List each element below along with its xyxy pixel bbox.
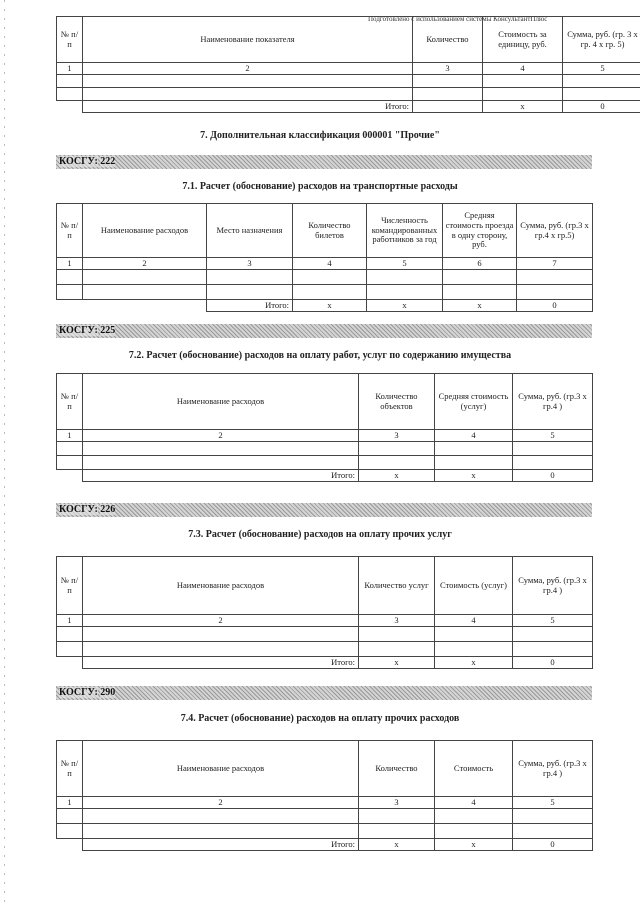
other-services-table <box>56 556 593 669</box>
col-number: 3 <box>207 258 293 270</box>
col-number: 5 <box>513 615 593 627</box>
total-x: x <box>359 839 435 851</box>
col-header: Сумма, руб. (гр. 3 х гр. 4 х гр. 5) <box>563 17 640 63</box>
col-header: Наименование расходов <box>83 374 359 430</box>
table-row <box>57 270 593 285</box>
total-sum: 0 <box>563 101 640 113</box>
col-header: Наименование показателя <box>83 17 413 63</box>
total-sum: 0 <box>513 470 593 482</box>
col-number: 2 <box>83 63 413 75</box>
total-label: Итого: <box>83 470 359 482</box>
col-number: 2 <box>83 797 359 809</box>
col-number: 3 <box>359 615 435 627</box>
total-x: x <box>483 101 563 113</box>
col-header: Сумма, руб. (гр.3 х гр.4 ) <box>513 557 593 615</box>
total-x: x <box>359 657 435 669</box>
table-row <box>57 442 593 456</box>
subsection-title: 7.3. Расчет (обоснование) расходов на оплату прочих услуг <box>188 529 452 540</box>
table-row <box>57 824 593 839</box>
total-x: x <box>293 300 367 312</box>
col-number: 7 <box>517 258 593 270</box>
col-header: Стоимость за единицу, руб. <box>483 17 563 63</box>
col-header: Сумма, руб. (гр.3 х гр.4 х гр.5) <box>517 204 593 258</box>
table-row <box>57 88 640 101</box>
total-label: Итого: <box>83 657 359 669</box>
col-number: 1 <box>57 797 83 809</box>
col-header: Место назначения <box>207 204 293 258</box>
col-number: 5 <box>513 430 593 442</box>
col-header: № п/п <box>57 557 83 615</box>
col-header: Наименование расходов <box>83 557 359 615</box>
total-label: Итого: <box>83 101 413 113</box>
col-number: 1 <box>57 615 83 627</box>
section-title: 7. Дополнительная классификация 000001 "Прочие" <box>200 130 440 141</box>
property-maintenance-table <box>56 373 593 482</box>
col-number: 5 <box>367 258 443 270</box>
col-header: Численность командированных работников за год <box>367 204 443 258</box>
table-row <box>57 456 593 470</box>
col-header: Количество услуг <box>359 557 435 615</box>
col-number: 4 <box>483 63 563 75</box>
total-x: x <box>435 839 513 851</box>
col-number: 4 <box>435 797 513 809</box>
col-header: Количество билетов <box>293 204 367 258</box>
col-number: 3 <box>359 430 435 442</box>
col-header: Стоимость <box>435 741 513 797</box>
watermark: Подготовлено с использованием системы КонсультантПлюс <box>368 15 548 23</box>
kosgu-bar-226: КОСГУ: 226 <box>56 503 592 517</box>
total-x: x <box>435 657 513 669</box>
table-row <box>57 627 593 642</box>
kosgu-bar-225: КОСГУ: 225 <box>56 324 592 338</box>
col-number: 2 <box>83 430 359 442</box>
col-header: № п/п <box>57 204 83 258</box>
table-row <box>57 285 593 300</box>
kosgu-bar-222: КОСГУ: 222 <box>56 155 592 169</box>
col-header: Сумма, руб. (гр.3 х гр.4 ) <box>513 741 593 797</box>
col-header: Стоимость (услуг) <box>435 557 513 615</box>
col-number: 2 <box>83 615 359 627</box>
table-row <box>57 809 593 824</box>
col-header: Сумма, руб. (гр.3 х гр.4 ) <box>513 374 593 430</box>
col-header: Наименование расходов <box>83 741 359 797</box>
col-number: 4 <box>435 430 513 442</box>
col-number: 3 <box>359 797 435 809</box>
col-header: Средняя стоимость (услуг) <box>435 374 513 430</box>
col-number: 6 <box>443 258 517 270</box>
table-row <box>57 642 593 657</box>
indicator-table <box>56 16 640 113</box>
total-x: x <box>435 470 513 482</box>
table-row <box>57 75 640 88</box>
kosgu-bar-290: КОСГУ: 290 <box>56 686 592 700</box>
col-number: 3 <box>413 63 483 75</box>
col-header: Количество объектов <box>359 374 435 430</box>
total-x: x <box>359 470 435 482</box>
col-number: 2 <box>83 258 207 270</box>
subsection-title: 7.4. Расчет (обоснование) расходов на оплату прочих расходов <box>180 713 460 724</box>
col-header: Количество <box>413 17 483 63</box>
total-label: Итого: <box>207 300 293 312</box>
other-expenses-table <box>56 740 593 851</box>
col-number: 1 <box>57 258 83 270</box>
col-number: 1 <box>57 63 83 75</box>
transport-table <box>56 203 593 312</box>
col-header: № п/п <box>57 17 83 63</box>
subsection-title: 7.2. Расчет (обоснование) расходов на оплату работ, услуг по содержанию имущества <box>128 350 512 361</box>
col-header: Наименование расходов <box>83 204 207 258</box>
col-number: 4 <box>293 258 367 270</box>
col-header: Средняя стоимость проезда в одну сторону, руб. <box>443 204 517 258</box>
col-number: 1 <box>57 430 83 442</box>
total-x: x <box>443 300 517 312</box>
total-sum: 0 <box>517 300 593 312</box>
subsection-title: 7.1. Расчет (обоснование) расходов на транспортные расходы <box>182 181 458 192</box>
total-sum: 0 <box>513 839 593 851</box>
total-sum: 0 <box>513 657 593 669</box>
col-number: 5 <box>563 63 640 75</box>
col-header: № п/п <box>57 374 83 430</box>
total-x: x <box>367 300 443 312</box>
col-header: № п/п <box>57 741 83 797</box>
col-number: 4 <box>435 615 513 627</box>
col-header: Количество <box>359 741 435 797</box>
col-number: 5 <box>513 797 593 809</box>
total-label: Итого: <box>83 839 359 851</box>
